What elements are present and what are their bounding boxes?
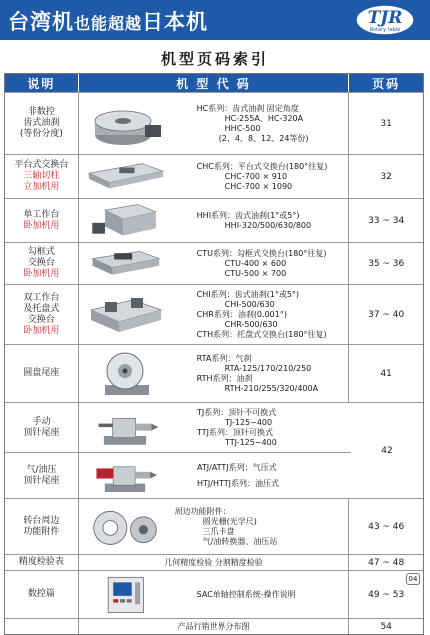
row-model bbox=[79, 285, 350, 344]
row-page: 33 ~ 34 bbox=[368, 215, 405, 226]
svg-text:Rotary table: Rotary table bbox=[369, 27, 401, 33]
table-row bbox=[5, 498, 423, 554]
hook-frame-changer-image bbox=[83, 246, 167, 282]
row-model: 几何精度检验 分割精度检验 bbox=[79, 555, 350, 570]
pallet-changer-image bbox=[83, 158, 167, 196]
page-number: 04 bbox=[406, 573, 420, 585]
row-page: 32 bbox=[380, 171, 392, 182]
row-desc: 非数控 齿式油刹 (等份分度) bbox=[5, 93, 79, 154]
model-lines: HHI系列：齿式油刹(1°或5°) HHI-320/500/630/800 bbox=[196, 210, 312, 230]
row-desc bbox=[5, 619, 79, 634]
row-page: 41 bbox=[380, 368, 392, 379]
model-lines: ATJ/ATTJ系列：气压式 HTJ/HTTJ系列：油压式 bbox=[197, 462, 279, 488]
row-page: 49 ~ 53 bbox=[368, 589, 405, 600]
row-model bbox=[79, 243, 350, 284]
row-page: 31 bbox=[380, 118, 392, 129]
row-page: 37 ~ 40 bbox=[368, 309, 405, 320]
row-desc: 手动 顶针尾座 bbox=[5, 403, 79, 452]
title-part-1: 台湾机 bbox=[8, 10, 74, 34]
table-row bbox=[5, 554, 423, 570]
table-row bbox=[5, 618, 423, 634]
row-model bbox=[79, 93, 350, 154]
row-model bbox=[79, 155, 350, 198]
svg-text:TJR: TJR bbox=[367, 8, 403, 28]
row-desc: 精度检验表 bbox=[5, 555, 79, 570]
table-header bbox=[5, 74, 423, 92]
table-row-group bbox=[5, 402, 423, 498]
col-header-desc: 说明 bbox=[5, 74, 79, 92]
grouped-rows bbox=[5, 403, 351, 498]
table-row bbox=[5, 570, 423, 618]
controller-image bbox=[83, 574, 167, 616]
model-lines: TJ系列：顶针不可换式 TJ-125~400 TTJ系列：顶针可换式 TTJ-125~400 bbox=[197, 407, 277, 447]
table-row bbox=[5, 242, 423, 284]
row-page: 43 ~ 46 bbox=[368, 521, 405, 532]
row-page: 35 ~ 36 bbox=[368, 258, 405, 269]
model-lines: SAC单轴控制系统-操作说明 bbox=[196, 589, 296, 599]
model-lines: CTU系列：勾框式交换台(180°往复) CTU-400 × 600 CTU-500 × 700 bbox=[196, 248, 327, 278]
tjr-logo bbox=[354, 3, 416, 37]
table-row bbox=[5, 344, 423, 402]
row-model bbox=[79, 345, 350, 402]
col-header-page: 页码 bbox=[372, 76, 401, 91]
table-row bbox=[5, 452, 351, 498]
model-lines: HC系列：齿式油刹 固定角度 HC-255A、HC-320A HHC-500 (2、4、8、12、24等份) bbox=[196, 103, 309, 143]
header-title bbox=[8, 6, 208, 36]
model-lines: CHC系列：平台式交换台(180°往复) CHC-700 × 910 CHC-700 × 1090 bbox=[196, 161, 328, 191]
row-desc: 单工作台 卧加机用 bbox=[5, 199, 79, 242]
row-model bbox=[79, 199, 350, 242]
table-row bbox=[5, 284, 423, 344]
rotary-table-image bbox=[83, 99, 167, 149]
row-model bbox=[79, 403, 351, 452]
table-row bbox=[5, 198, 423, 242]
row-desc: 勾框式 交换台 卧加机用 bbox=[5, 243, 79, 284]
disc-tailstock-image bbox=[83, 349, 167, 399]
row-desc: 平台式交换台 三轴切柱 立加机用 bbox=[5, 155, 79, 198]
model-lines: RTA系列：气刹 RTA-125/170/210/250 RTH系列：油刹 RTH-210/255/320/400A bbox=[196, 353, 319, 393]
title-part-3: 日本机 bbox=[142, 10, 209, 34]
pneumatic-tailstock-image bbox=[83, 455, 167, 497]
row-page: 54 bbox=[380, 621, 392, 632]
row-desc: 圆盘尾座 bbox=[5, 345, 79, 402]
row-model: 产品行销世界分布图 bbox=[79, 619, 350, 634]
table-row bbox=[5, 92, 423, 154]
table-row bbox=[5, 403, 351, 452]
row-page: 42 bbox=[381, 445, 393, 456]
page-title: 机型页码索引 bbox=[160, 50, 269, 68]
table-row bbox=[5, 154, 423, 198]
index-table bbox=[4, 73, 424, 635]
row-desc: 双工作台 及托盘式 交换台 卧加机用 bbox=[5, 285, 79, 344]
header-banner bbox=[0, 0, 430, 40]
model-lines: CHI系列：齿式油刹(1°或5°) CHI-500/630 CHR系列：油刹(0.001°) CHR-500/630 CTH系列：托盘式交换台(180°往复) bbox=[196, 289, 327, 339]
row-model bbox=[79, 499, 350, 554]
row-desc: 转台周边 功能附件 bbox=[5, 499, 79, 554]
title-part-2: 也能超越 bbox=[74, 14, 143, 33]
row-model bbox=[79, 453, 351, 498]
row-desc: 数控篇 bbox=[5, 571, 79, 618]
model-lines: 周边功能附件： 圆光栅(光学尺) 三爪卡盘 气/油转换器、油压站 bbox=[174, 506, 278, 546]
dual-table-image bbox=[83, 290, 167, 340]
manual-tailstock-image bbox=[83, 406, 167, 450]
accessories-image bbox=[83, 504, 167, 550]
single-table-image bbox=[83, 201, 167, 241]
row-model bbox=[79, 571, 350, 618]
row-page: 47 ~ 48 bbox=[368, 557, 405, 568]
row-desc: 气/油压 顶针尾座 bbox=[5, 453, 79, 498]
col-header-model: 机 型 代 码 bbox=[79, 74, 350, 92]
